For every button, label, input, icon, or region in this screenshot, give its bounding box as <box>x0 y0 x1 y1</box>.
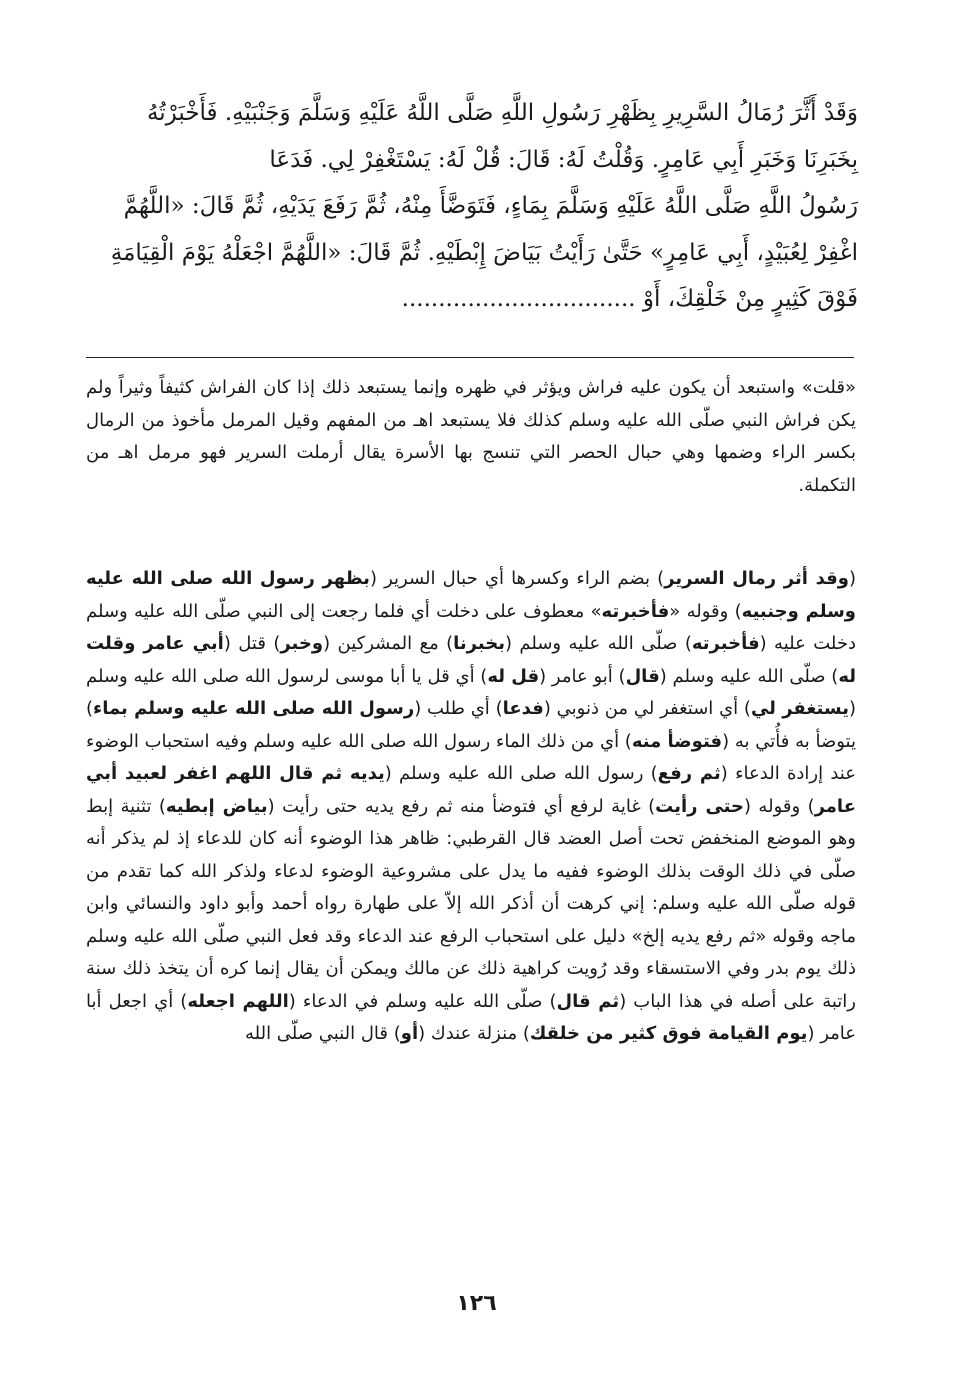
hadith-text <box>88 90 858 323</box>
hadith-line: اغْفِرْ لِعُبَيْدٍ، أَبِي عَامِرٍ» حَتَّىٰ رَأَيْتُ بَيَاضَ إِبْطَيْهِ. ثُمَّ قَالَ: «اللَّهُمَّ اجْعَلْهُ يَوْمَ الْقِيَامَةِ <box>110 239 858 266</box>
hadith-line: بِخَبَرِنَا وَخَبَرِ أَبِي عَامِرٍ. وَقُلْتُ لَهُ: قَالَ: قُلْ لَهُ: يَسْتَغْفِرْ لِي. فَدَعَا <box>269 146 858 173</box>
footnote-divider <box>86 357 854 358</box>
page-number: ١٢٦ <box>456 1291 497 1316</box>
hadith-line: وَقَدْ أَثَّرَ رُمَالُ السَّرِيرِ بِظَهْرِ رَسُولِ اللَّهِ صَلَّى اللَّهُ عَلَيْهِ وَسَلَّمَ وَجَنْبَيْهِ. فَأَخْبَرْتُهُ <box>146 100 858 126</box>
footnote-note: «قلت» واستبعد أن يكون عليه فراش ويؤثر في ظهره وإنما يستبعد ذلك إذا كان الفراش كثيفاً وثيراً ولم يكن فراش النبي صلّى الله عليه وسلم كذلك فلا يستبعد اهـ من المفهم وقيل المرمل مأخوذ من الرمال بكسر الراء وضمها وهي حبال الحصر التي تنسج بها الأسرة يقال أرملت السرير فهو مرمل اهـ من التكملة. <box>86 377 856 496</box>
hadith-line: فَوْقَ كَثِيرٍ مِنْ خَلْقِكَ، أَوْ ................................ <box>401 286 858 312</box>
commentary-text: (وقد أثر رمال السرير) بضم الراء وكسرها أي حبال السرير (بظهر رسول الله صلى الله عليه وسلم وجنبيه) وقوله «فأخبرته» معطوف على دخلت أي فلما رجعت إلى النبي صلّى الله عليه وسلم دخلت عليه (فأخبرته) صلّى الله عليه وسلم (بخبرنا) مع المشركين (وخبر) قتل (أبي عامر وقلت له) صلّى الله عليه وسلم (قال) أبو عامر (قل له) أي قل يا أبا موسى لرسول الله صلى الله عليه وسلم (يستغفر لي) أي استغفر لي من ذنوبي (فدعا) أي طلب (رسول الله صلى الله عليه وسلم بماء) يتوضأ به فأُتي به (فتوضأ منه) أي من ذلك الماء رسول الله صلى الله عليه وسلم وفيه استحباب الوضوء عند إرادة الدعاء (ثم رفع) رسول الله صلى الله عليه وسلم (يديه ثم قال اللهم اغفر لعبيد أبي عامر) وقوله (حتى رأيت) غاية لرفع أي فتوضأ منه ثم رفع يديه حتى رأيت (بياض إبطيه) تثنية إبط وهو الموضع المنخفض تحت أصل العضد قال القرطبي: ظاهر هذا الوضوء أنه كان للدعاء إذ لم يذكر أنه صلّى في ذلك الوقت بذلك الوضوء ففيه ما يدل على مشروعية الوضوء لدعاء ولذكر الله كما تقدم من قوله صلّى الله عليه وسلم: إني كرهت أن أذكر الله إلاّ على طهارة رواه أحمد وأبو داود والنسائي وابن ماجه وقوله «ثم رفع يديه إلخ» دليل على استحباب الرفع عند الدعاء وقد فعل النبي صلّى الله عليه وسلم ذلك يوم بدر وفي الاستسقاء وقد رُويت كراهية ذلك عن مالك ويمكن أن يقال إنما كره أن يتخذ ذلك سنة راتبة على أصله في هذا الباب (ثم قال) صلّى الله عليه وسلم في الدعاء (اللهم اجعله) أي اجعل أبا عامر (يوم القيامة فوق كثير من خلقك) منزلة عندك (أو) قال النبي صلّى الله <box>86 568 857 1044</box>
hadith-line: رَسُولُ اللَّهِ صَلَّى اللَّهُ عَلَيْهِ وَسَلَّمَ بِمَاءٍ، فَتَوَضَّأَ مِنْهُ، ثُمَّ رَفَعَ يَدَيْهِ، ثُمَّ قَالَ: «اللَّهُمَّ <box>123 193 858 219</box>
